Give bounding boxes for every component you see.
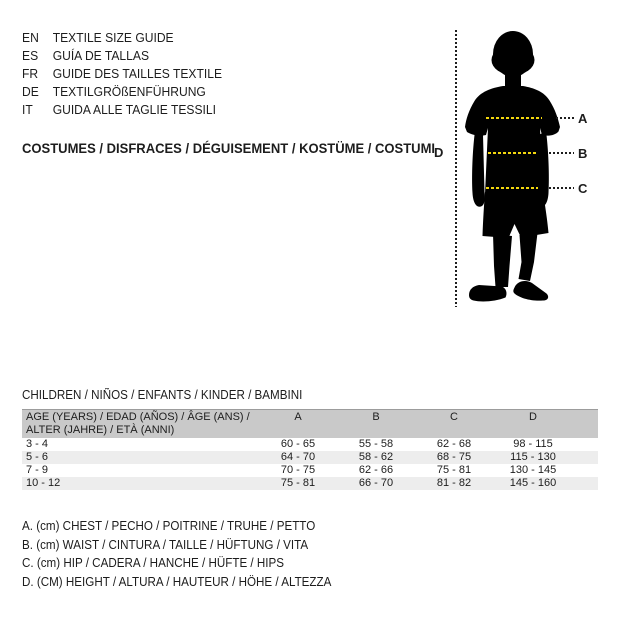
language-title: GUIDA ALLE TAGLIE TESSILI bbox=[52, 102, 216, 117]
age-cell: 5 - 6 bbox=[26, 451, 49, 463]
measurement-legend bbox=[22, 517, 331, 591]
table-row bbox=[22, 477, 598, 490]
height-cell: 98 - 115 bbox=[513, 438, 553, 450]
legend-height: D. (CM) HEIGHT / ALTURA / HAUTEUR / HÖHE / ALTEZZA bbox=[22, 574, 332, 589]
hip-cell: 62 - 68 bbox=[436, 438, 472, 450]
chest-measure-label: A bbox=[578, 111, 588, 126]
language-title: TEXTILE SIZE GUIDE bbox=[52, 30, 174, 45]
size-table bbox=[22, 409, 598, 490]
child-silhouette-image bbox=[462, 28, 562, 305]
waist-dashed-line bbox=[488, 152, 537, 154]
hip-dashed-line bbox=[486, 187, 538, 189]
table-header-row bbox=[22, 409, 598, 438]
chest-cell: 60 - 65 bbox=[280, 438, 316, 450]
chest-callout-dots bbox=[556, 117, 574, 119]
height-cell: 115 - 130 bbox=[510, 451, 556, 463]
language-row-es bbox=[22, 47, 222, 65]
column-header-c: C bbox=[450, 411, 458, 423]
hip-measure-label: C bbox=[578, 181, 588, 196]
language-title-list bbox=[22, 29, 222, 119]
silhouette-left-shoe bbox=[469, 285, 506, 302]
language-code: ES bbox=[22, 48, 39, 63]
silhouette-right-leg bbox=[519, 233, 538, 281]
chest-cell: 75 - 81 bbox=[280, 477, 316, 489]
height-dotted-line bbox=[455, 30, 457, 307]
hip-cell: 68 - 75 bbox=[436, 451, 472, 463]
chest-cell: 70 - 75 bbox=[280, 464, 316, 476]
chest-cell: 64 - 70 bbox=[280, 451, 316, 463]
waist-cell: 66 - 70 bbox=[358, 477, 394, 489]
language-code: IT bbox=[22, 102, 33, 117]
silhouette-left-arm bbox=[472, 131, 485, 207]
age-cell: 10 - 12 bbox=[26, 477, 61, 489]
language-title: GUÍA DE TALLAS bbox=[52, 48, 150, 63]
language-row-fr bbox=[22, 65, 222, 83]
column-header-b: B bbox=[372, 411, 380, 423]
legend-chest: A. (cm) CHEST / PECHO / POITRINE / TRUHE / PETTO bbox=[22, 519, 316, 533]
table-row bbox=[22, 451, 598, 464]
height-cell: 145 - 160 bbox=[509, 477, 557, 489]
language-title: GUIDE DES TAILLES TEXTILE bbox=[52, 66, 223, 81]
age-cell: 7 - 9 bbox=[26, 464, 49, 476]
age-header-line2: ALTER (JAHRE) / ETÀ (ANNI) bbox=[26, 424, 175, 436]
language-code: DE bbox=[22, 84, 39, 99]
chest-dashed-line bbox=[486, 117, 542, 119]
age-column-header bbox=[22, 410, 259, 438]
language-code: EN bbox=[22, 30, 39, 45]
silhouette-shorts bbox=[483, 192, 549, 238]
language-row-de bbox=[22, 83, 222, 101]
language-row-en bbox=[22, 29, 222, 47]
age-header-line1: AGE (YEARS) / EDAD (AÑOS) / ÂGE (ANS) / bbox=[26, 411, 250, 423]
silhouette-shapes bbox=[465, 31, 560, 302]
legend-waist: B. (cm) WAIST / CINTURA / TAILLE / HÜFTUNG / VITA bbox=[22, 537, 309, 552]
age-cell: 3 - 4 bbox=[26, 438, 49, 450]
height-measure-label: D bbox=[434, 145, 444, 160]
table-row bbox=[22, 464, 598, 477]
category-heading: COSTUMES / DISFRACES / DÉGUISEMENT / KOSTÜME / COSTUMI bbox=[22, 140, 436, 156]
waist-measure-label: B bbox=[578, 146, 588, 161]
hip-cell: 81 - 82 bbox=[436, 477, 472, 489]
hip-callout-dots bbox=[549, 187, 574, 189]
waist-cell: 58 - 62 bbox=[358, 451, 394, 463]
table-row bbox=[22, 438, 598, 451]
waist-cell: 62 - 66 bbox=[358, 464, 394, 476]
waist-callout-dots bbox=[549, 152, 574, 154]
height-cell: 130 - 145 bbox=[509, 464, 557, 476]
silhouette-left-leg bbox=[493, 234, 512, 287]
waist-cell: 55 - 58 bbox=[358, 438, 394, 450]
legend-hip: C. (cm) HIP / CADERA / HANCHE / HÜFTE / HIPS bbox=[22, 556, 285, 570]
column-header-a: A bbox=[294, 411, 302, 423]
language-title: TEXTILGRÖßENFÜHRUNG bbox=[52, 84, 206, 99]
section-title: CHILDREN / NIÑOS / ENFANTS / KINDER / BAMBINI bbox=[22, 388, 303, 402]
silhouette-right-shoe bbox=[513, 281, 548, 301]
hip-cell: 75 - 81 bbox=[436, 464, 472, 476]
language-row-it bbox=[22, 101, 222, 119]
column-header-d: D bbox=[529, 411, 537, 423]
language-code: FR bbox=[22, 66, 39, 81]
